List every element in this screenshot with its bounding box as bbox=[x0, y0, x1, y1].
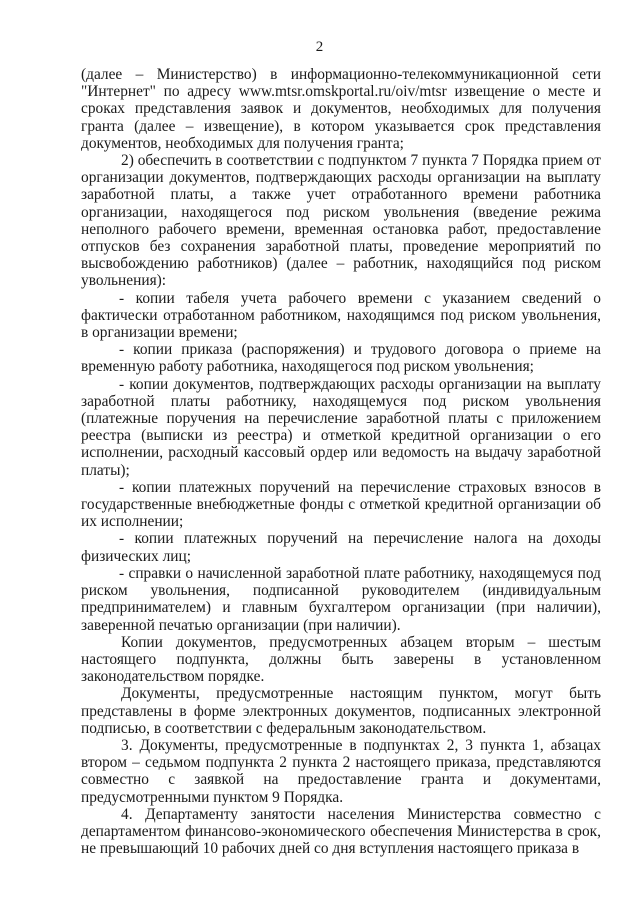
paragraph-copies-certified: Копии документов, предусмотренных абзацем вторым – шестым настоящего подпункта, должны быть заверены в установленном законодательством порядке. bbox=[81, 633, 601, 686]
list-item-insurance-payments: - копии платежных поручений на перечисление страховых взносов в государственные внебюджетные фонды с отметкой кредитной организации об их исполнении; bbox=[81, 478, 601, 531]
list-item-salary-documents: - копии документов, подтверждающих расходы организации на выплату заработной платы работнику, находящемуся под риском увольнения (платежные поручения на перечисление заработной платы с приложением реестра (выписки из реестра) и отметкой кредитной организации о его исполнении, расходный кассовый ордер или ведомость на выдачу заработной платы); bbox=[81, 375, 601, 479]
paragraph-item-3: 3. Документы, предусмотренные в подпунктах 2, 3 пункта 1, абзацах втором – седьмом подпункта 2 пункта 2 настоящего приказа, представляются совместно с заявкой на предоставление гранта и документами, предусмотренными пунктом 9 Порядка. bbox=[81, 736, 601, 806]
list-item-tax-payments: - копии платежных поручений на перечисление налога на доходы физических лиц; bbox=[81, 530, 601, 565]
paragraph-item-4: 4. Департаменту занятости населения Министерства совместно с департаментом финансово-экономического обеспечения Министерства в срок, не превышающий 10 рабочих дней со дня вступления настоящего приказа в bbox=[81, 805, 601, 858]
paragraph-subitem-2: 2) обеспечить в соответствии с подпунктом 7 пункта 7 Порядка прием от организации документов, подтверждающих расходы организации на выплату заработной платы, а также учет отработанного времени работника организации, находящегося под риском увольнения (введение режима неполного рабочего времени, временная остановка работ, предоставление отпусков без сохранения заработной платы, проведение мероприятий по высвобождению работников) (далее – работник, находящийся под риском увольнения): bbox=[81, 152, 601, 290]
list-item-order-contract: - копии приказа (распоряжения) и трудового договора о приеме на временную работу работника, находящегося под риском увольнения; bbox=[81, 341, 601, 376]
list-item-timesheet: - копии табеля учета рабочего времени с указанием сведений о фактически отработанном работником, находящимся под риском увольнения, в организации времени; bbox=[81, 289, 601, 342]
list-item-salary-certificate: - справки о начисленной заработной плате работнику, находящемуся под риском увольнения, подписанной руководителем (индивидуальным предпринимателем) и главным бухгалтером организации (при наличии), заверенной печатью организации (при наличии). bbox=[81, 564, 601, 634]
paragraph-electronic-documents: Документы, предусмотренные настоящим пунктом, могут быть представлены в форме электронных документов, подписанных электронной подписью, в соответствии с федеральным законодательством. bbox=[81, 685, 601, 737]
document-body bbox=[81, 66, 601, 857]
paragraph-announcement: (далее – Министерство) в информационно-телекоммуникационной сети "Интернет" по адресу www.mtsr.omskportal.ru/oiv/mtsr извещение о месте и сроках представления заявок и документов, необходимых для получения гранта (далее – извещение), в котором указывается срок представления документов, необходимых для получения гранта; bbox=[81, 66, 601, 152]
page-number: 2 bbox=[315, 39, 324, 55]
